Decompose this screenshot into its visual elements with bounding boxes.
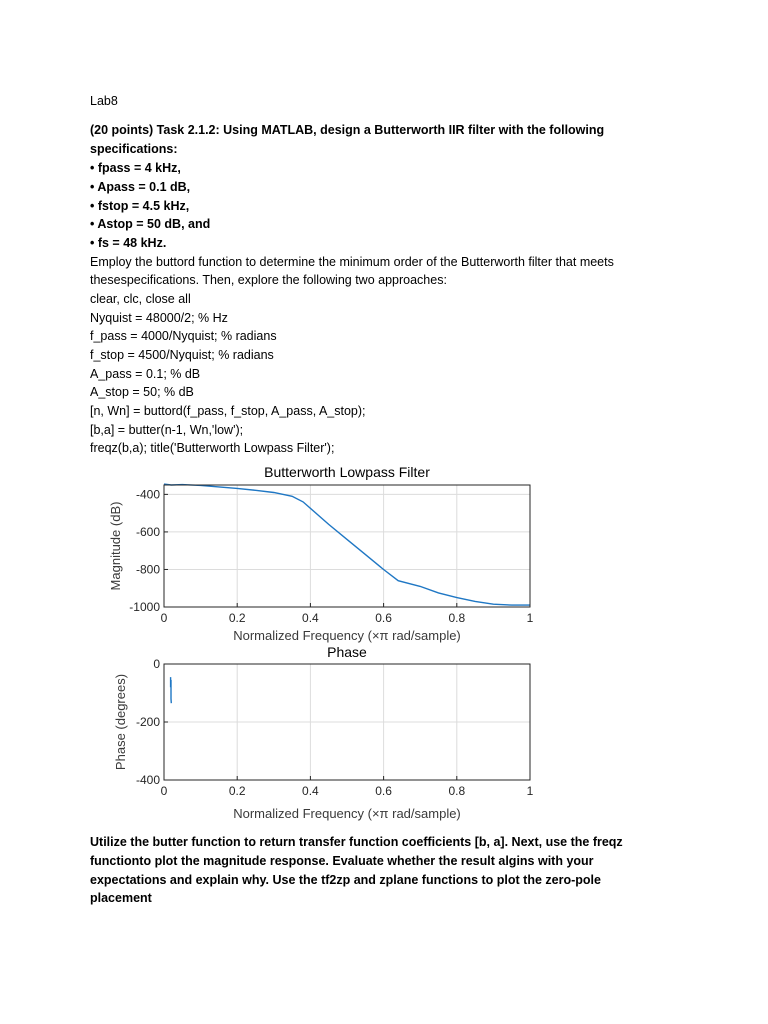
chart-title: Phase [327, 644, 367, 660]
document-title: Lab8 [90, 94, 118, 108]
code-line: A_stop = 50; % dB [90, 385, 194, 399]
x-tick-label: 0.8 [448, 784, 466, 798]
y-tick-label: -400 [135, 487, 160, 502]
x-tick-label: 1 [526, 611, 534, 625]
x-tick-label: 1 [526, 784, 534, 798]
y-axis-label: Phase (degrees) [113, 673, 128, 771]
code-line: [b,a] = butter(n-1, Wn,'low'); [90, 423, 244, 437]
y-tick-label: 0 [153, 657, 160, 671]
x-tick-label: 0 [160, 784, 168, 798]
plot-area [164, 485, 530, 607]
x-tick-label: 0.2 [228, 611, 246, 625]
x-tick-label: 0 [160, 611, 168, 625]
spec-item: • fs = 48 kHz. [90, 236, 167, 250]
spec-item: • Astop = 50 dB, and [90, 217, 211, 231]
x-axis-label: Normalized Frequency (×π rad/sample) [233, 806, 461, 821]
task-heading: (20 points) Task 2.1.2: Using MATLAB, design a Butterworth IIR filter with the following [90, 123, 605, 137]
closing-paragraph-line: Utilize the butter function to return transfer function coefficients [b, a]. Next, use the freqz [90, 835, 623, 849]
closing-paragraph-line: expectations and explain why. Use the tf2zp and zplane functions to plot the zero-pole [90, 873, 601, 887]
x-tick-label: 0.4 [302, 784, 319, 798]
y-tick-label: -200 [135, 715, 160, 729]
spec-item: • Apass = 0.1 dB, [90, 180, 191, 194]
y-tick-label: -800 [135, 562, 160, 577]
chart-title: Butterworth Lowpass Filter [264, 464, 430, 480]
code-line: freqz(b,a); title('Butterworth Lowpass Filter'); [90, 441, 335, 455]
x-tick-label: 0.2 [228, 784, 246, 798]
y-tick-label: -1000 [129, 600, 160, 614]
spec-item: • fpass = 4 kHz, [90, 161, 181, 175]
x-tick-label: 0.6 [375, 611, 392, 625]
y-axis-label: Magnitude (dB) [108, 501, 123, 591]
code-line: [n, Wn] = buttord(f_pass, f_stop, A_pass, A_stop); [90, 404, 366, 418]
code-line: Nyquist = 48000/2; % Hz [90, 311, 228, 325]
y-tick-label: -400 [135, 773, 160, 787]
spec-item: • fstop = 4.5 kHz, [90, 199, 190, 213]
code-line: clear, clc, close all [90, 292, 191, 306]
code-line: f_stop = 4500/Nyquist; % radians [90, 348, 274, 362]
x-tick-label: 0.8 [448, 611, 466, 625]
code-line: A_pass = 0.1; % dB [90, 367, 201, 381]
x-tick-label: 0.6 [375, 784, 392, 798]
closing-paragraph-line: placement [90, 891, 152, 905]
intro-paragraph-line: Employ the buttord function to determine the minimum order of the Butterworth filter that meets [90, 255, 614, 269]
series-line [171, 677, 172, 703]
code-line: f_pass = 4000/Nyquist; % radians [90, 329, 277, 343]
intro-paragraph-line: thesespecifications. Then, explore the following two approaches: [90, 273, 447, 287]
y-tick-label: -600 [135, 524, 160, 539]
freqz-figure [100, 460, 540, 830]
closing-paragraph-line: functionto plot the magnitude response. Evaluate whether the result algins with your [90, 854, 594, 868]
x-tick-label: 0.4 [302, 611, 319, 625]
x-axis-label: Normalized Frequency (×π rad/sample) [233, 628, 461, 643]
task-heading-continuation: specifications: [90, 142, 178, 156]
